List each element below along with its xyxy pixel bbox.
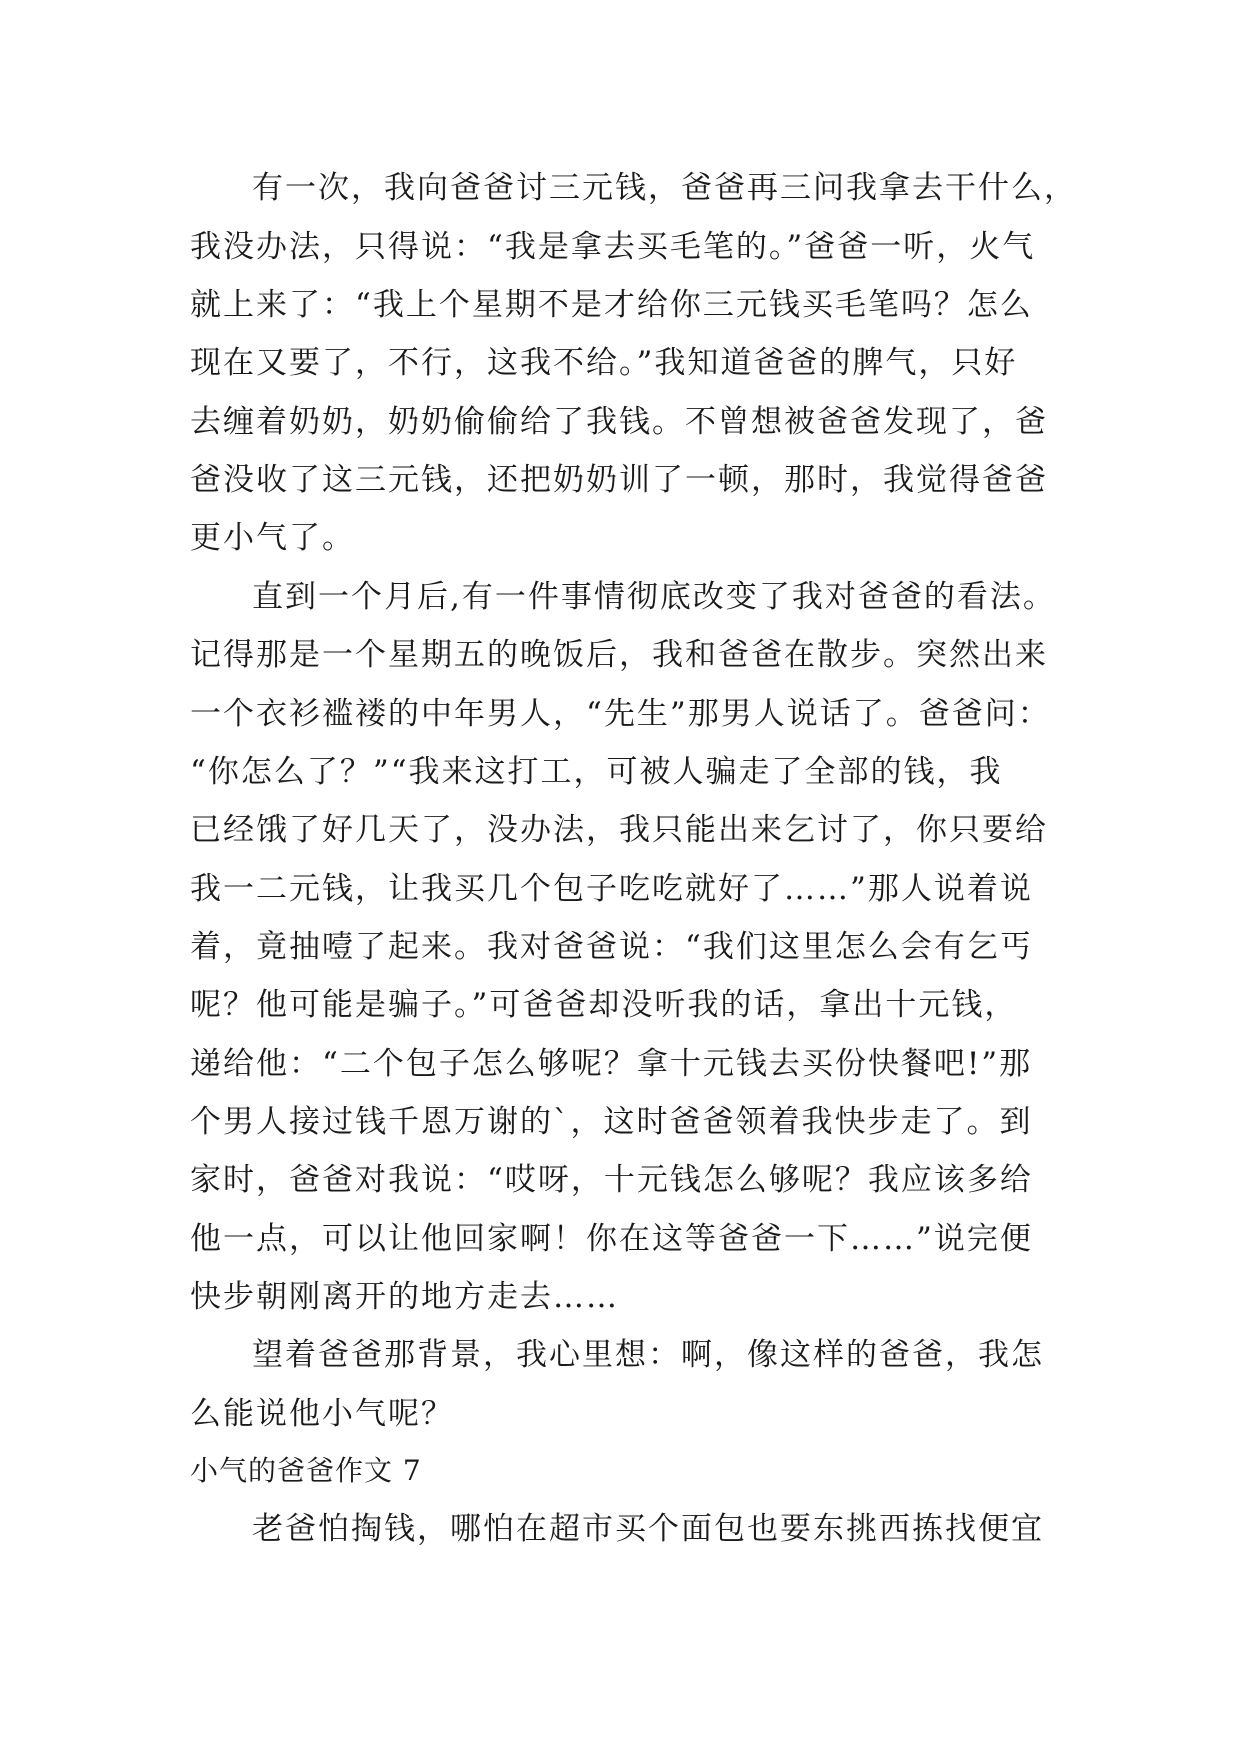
paragraph-2-line-7: 着，竟抽噎了起来。我对爸爸说：“我们这里怎么会有乞丐 <box>190 929 1033 965</box>
paragraph-2-line-12: 他一点，可以让他回家啊！你在这等爸爸一下……”说完便 <box>190 1221 1033 1257</box>
paragraph-2-line-6: 我一二元钱，让我买几个包子吃吃就好了……”那人说着说 <box>190 871 1033 907</box>
paragraph-2-line-9: 递给他：“二个包子怎么够呢？拿十元钱去买份快餐吧!”那 <box>190 1046 1033 1082</box>
paragraph-2-line-13: 快步朝刚离开的地方走去…… <box>190 1279 619 1315</box>
paragraph-3-line-1: 望着爸爸那背景，我心里想：啊，像这样的爸爸，我怎 <box>252 1337 1044 1373</box>
paragraph-2-line-3: 一个衣衫褴褛的中年男人，“先生”那男人说话了。爸爸问： <box>190 696 1051 732</box>
paragraph-4-line-1: 老爸怕掏钱，哪怕在超市买个面包也要东挑西拣找便宜 <box>252 1511 1044 1547</box>
section-heading: 小气的爸爸作文 7 <box>190 1454 422 1487</box>
paragraph-1-line-5: 去缠着奶奶，奶奶偷偷给了我钱。不曾想被爸爸发现了，爸 <box>190 404 1048 440</box>
paragraph-1-line-4: 现在又要了，不行，这我不给。”我知道爸爸的脾气，只好 <box>190 345 1018 381</box>
paragraph-2-line-5: 已经饿了好几天了，没办法，我只能出来乞讨了，你只要给 <box>190 812 1048 848</box>
paragraph-2-line-11: 家时，爸爸对我说：“哎呀，十元钱怎么够呢？我应该多给 <box>190 1162 1033 1198</box>
paragraph-1-line-7: 更小气了。 <box>190 520 355 556</box>
paragraph-2-line-1: 直到一个月后,有一件事情彻底改变了我对爸爸的看法。 <box>252 579 1056 615</box>
paragraph-1-line-3: 就上来了：“我上个星期不是才给你三元钱买毛笔吗？怎么 <box>190 287 1033 323</box>
paragraph-2-line-10: 个男人接过钱千恩万谢的`，这时爸爸领着我快步走了。到 <box>190 1104 1033 1140</box>
paragraph-3-line-2: 么能说他小气呢？ <box>190 1396 454 1432</box>
paragraph-1-line-6: 爸没收了这三元钱，还把奶奶训了一顿，那时，我觉得爸爸 <box>190 462 1048 498</box>
paragraph-1-line-1: 有一次，我向爸爸讨三元钱，爸爸再三问我拿去干什么， <box>252 170 1077 206</box>
paragraph-2-line-2: 记得那是一个星期五的晚饭后，我和爸爸在散步。突然出来 <box>190 637 1048 673</box>
paragraph-2-line-8: 呢？他可能是骗子。”可爸爸却没听我的话，拿出十元钱， <box>190 987 1018 1023</box>
paragraph-1-line-2: 我没办法，只得说：“我是拿去买毛笔的。”爸爸一听，火气 <box>190 229 1036 265</box>
paragraph-2-line-4: “你怎么了？”“我来这打工，可被人骗走了全部的钱，我 <box>190 754 1003 790</box>
